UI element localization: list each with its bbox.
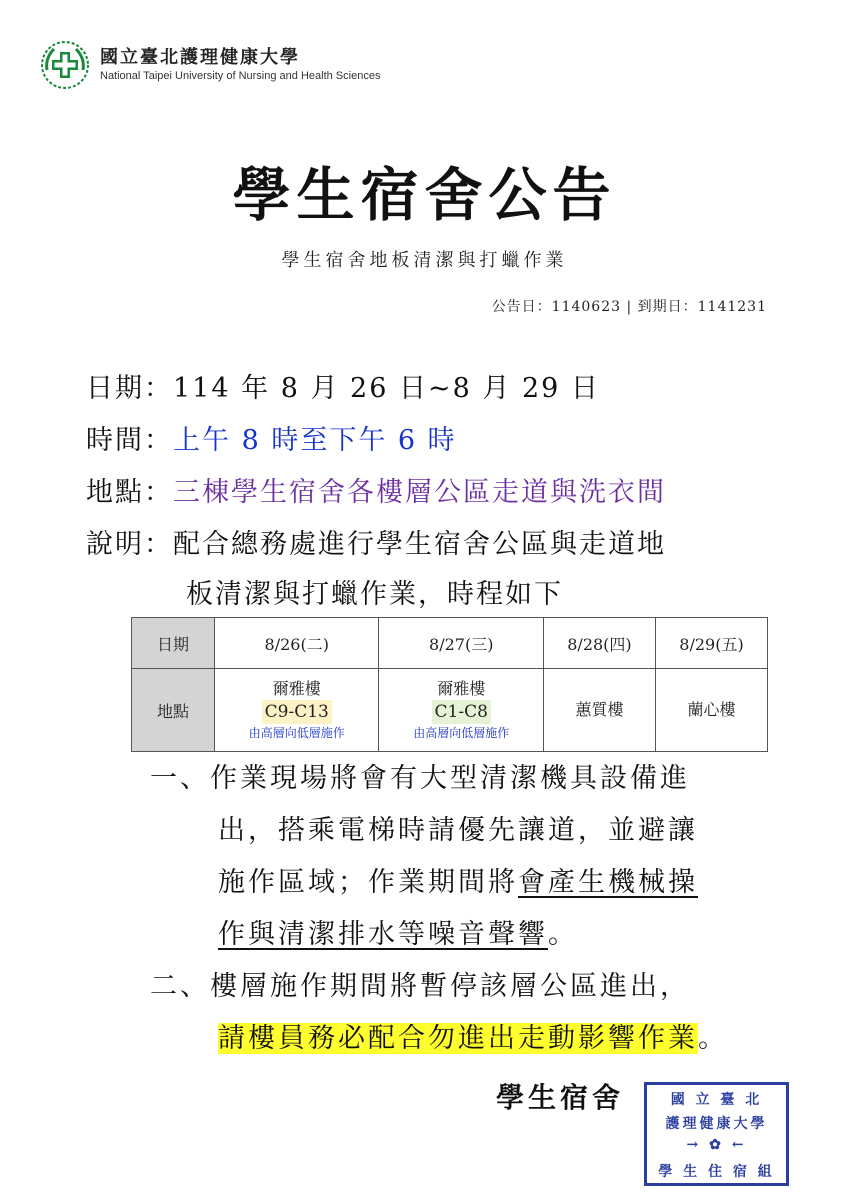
page-subtitle: 學生宿舍地板清潔與打蠟作業 (281, 250, 568, 271)
time-label: 時間： (86, 425, 173, 456)
office-stamp (644, 1082, 789, 1186)
item-1-underlined: 會產生機械操 (518, 867, 698, 898)
room-range: C1-C8 (432, 700, 491, 724)
item-1-text: 出，搭乘電梯時請優先讓道，並避讓 (218, 815, 698, 846)
header-date: 日期 (132, 618, 215, 669)
work-direction-note: 由高層向低層施作 (248, 726, 345, 740)
building-name: 爾雅樓 (272, 679, 321, 698)
stamp-line: 學 生 住 宿 組 (658, 1164, 775, 1180)
stamp-line: → ✿ ← (686, 1137, 747, 1153)
desc-line2: 板清潔與打蠟作業，時程如下 (186, 579, 563, 610)
item-2-prefix: 二、 (150, 971, 210, 1002)
work-direction-note: 由高層向低層施作 (413, 726, 510, 740)
room-range: C9-C13 (262, 700, 332, 724)
place-cell (543, 669, 655, 752)
date-label: 日期： (86, 373, 173, 404)
place-value: 三棟學生宿舍各樓層公區走道與洗衣間 (173, 477, 666, 508)
item-1-line-2 (218, 808, 698, 854)
date-value: 114 年 8 月 26 日~8 月 29 日 (173, 373, 600, 404)
day-cell: 8/29(五) (655, 618, 767, 669)
desc-row (86, 522, 666, 561)
item-1-line-4 (218, 912, 578, 958)
time-row (86, 418, 457, 457)
university-name-cn: 國立臺北護理健康大學 (100, 47, 300, 68)
item-1-text: 作業現場將會有大型清潔機具設備進 (210, 763, 690, 794)
item-2-line-2 (218, 1016, 728, 1062)
item-1-line-1 (150, 756, 690, 802)
place-label: 地點： (86, 477, 173, 508)
page-title: 學生宿舍公告 (232, 161, 617, 229)
date-row (86, 366, 600, 405)
time-value: 上午 8 時至下午 6 時 (173, 425, 457, 456)
item-1-underlined: 作與清潔排水等噪音聲響 (218, 919, 548, 950)
signature: 學生宿舍 (496, 1081, 625, 1114)
day-cell: 8/26(二) (215, 618, 379, 669)
announce-dates: 公告日：1140623 | 到期日：1141231 (491, 299, 767, 315)
item-2-text: 。 (698, 1023, 728, 1054)
desc-line1: 配合總務處進行學生宿舍公區與走道地 (173, 529, 666, 560)
table-row (132, 618, 768, 669)
item-1-line-3 (218, 860, 698, 906)
schedule-table (131, 617, 768, 752)
item-1-text: 施作區域；作業期間將 (218, 867, 518, 898)
university-name-en: National Taipei University of Nursing and Health Sciences (100, 70, 381, 82)
green-cross-laurel-icon (40, 40, 90, 90)
place-cell (379, 669, 543, 752)
item-1-text: 。 (548, 919, 578, 950)
building-name: 蘭心樓 (687, 700, 736, 719)
day-cell: 8/28(四) (543, 618, 655, 669)
place-row (86, 470, 666, 509)
item-2-line-1 (150, 964, 690, 1010)
table-row (132, 669, 768, 752)
stamp-line: 國 立 臺 北 (670, 1092, 763, 1108)
place-cell (655, 669, 767, 752)
desc-row-2 (186, 572, 563, 611)
stamp-line: 護理健康大學 (665, 1116, 768, 1132)
building-name: 爾雅樓 (437, 679, 486, 698)
header-place: 地點 (132, 669, 215, 752)
day-cell: 8/27(三) (379, 618, 543, 669)
item-2-text: 樓層施作期間將暫停該層公區進出， (210, 971, 690, 1002)
desc-label: 說明： (86, 529, 173, 560)
place-cell (215, 669, 379, 752)
building-name: 蕙質樓 (575, 700, 624, 719)
item-1-prefix: 一、 (150, 763, 210, 794)
university-logo (40, 40, 381, 90)
item-2-highlighted: 請樓員務必配合勿進出走動影響作業 (218, 1023, 698, 1054)
